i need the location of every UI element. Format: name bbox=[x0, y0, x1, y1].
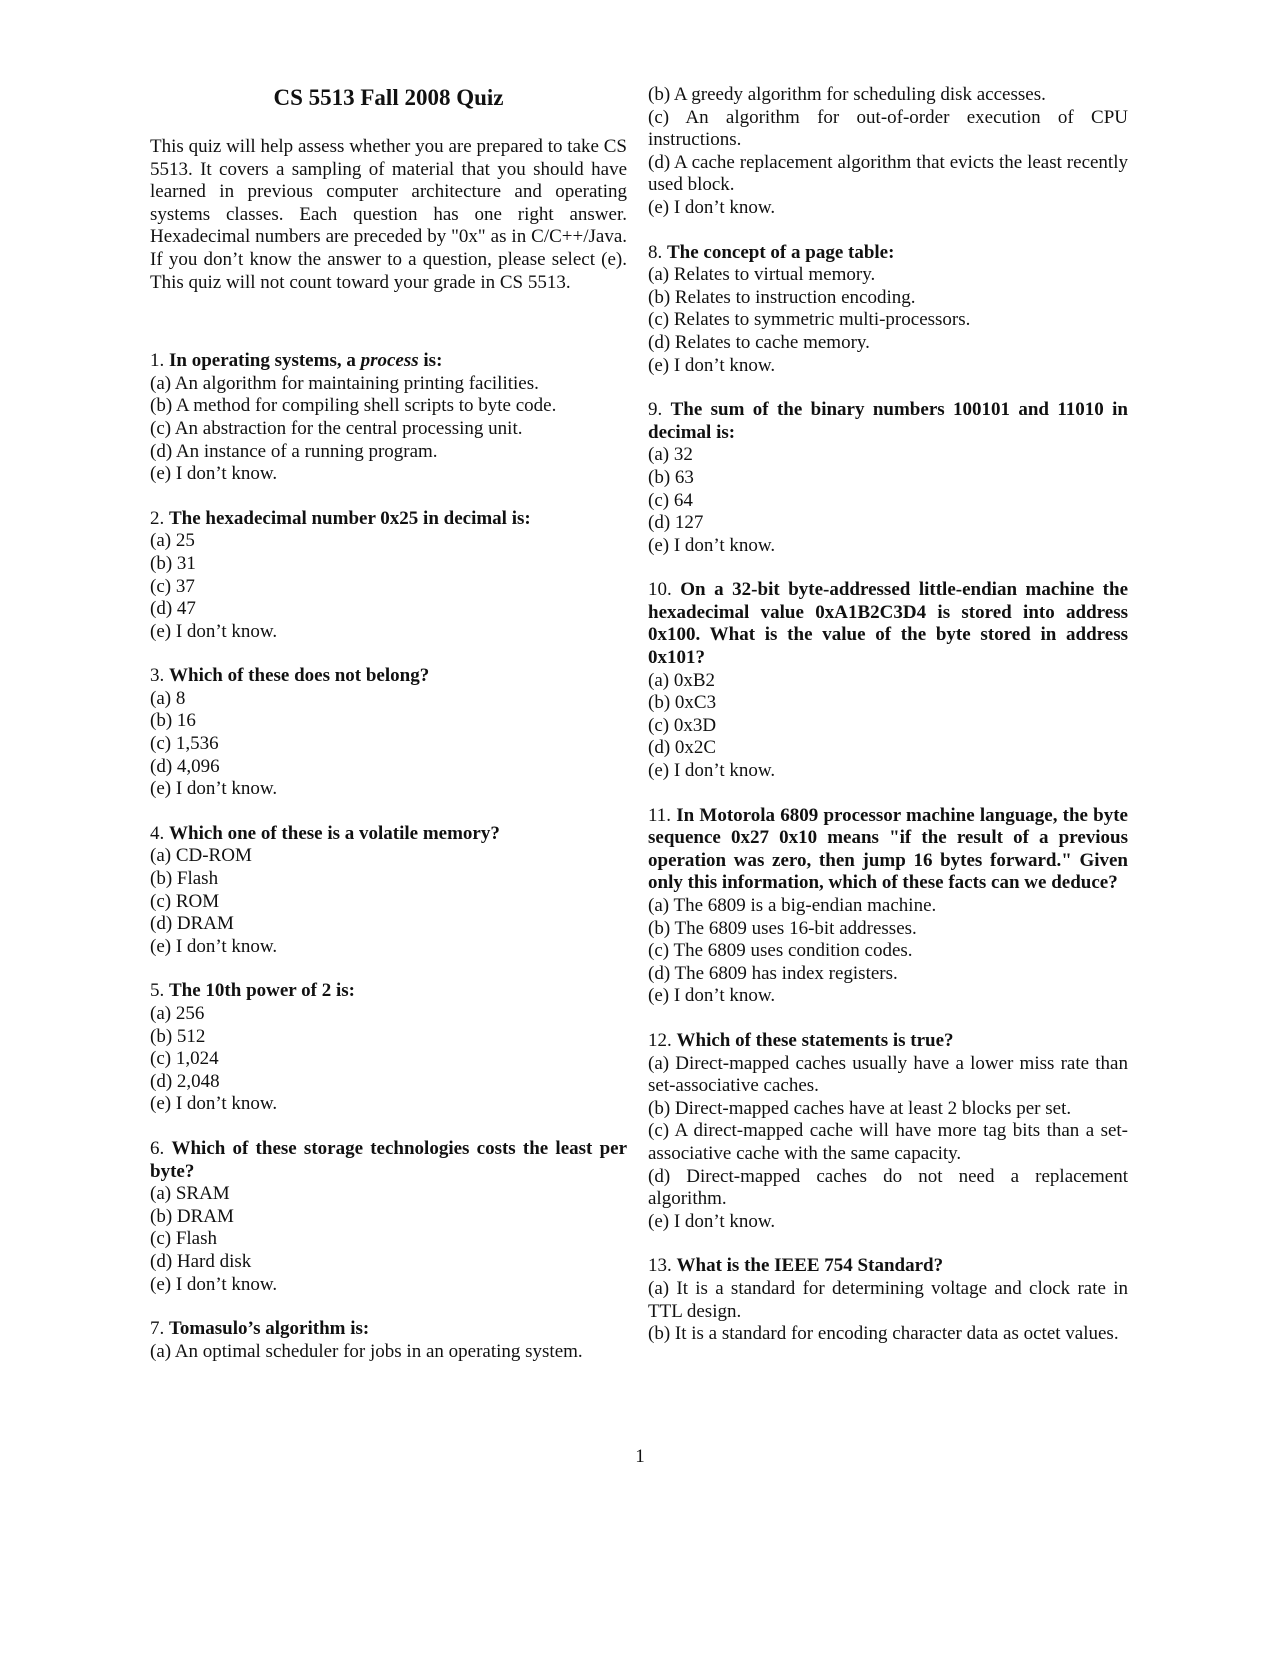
answer-option: (e) I don’t know. bbox=[150, 1273, 278, 1295]
question-text-emphasis: process bbox=[360, 350, 419, 372]
answer-option: (d) DRAM bbox=[150, 913, 234, 935]
answer-option: (b) Relates to instruction encoding. bbox=[648, 286, 916, 308]
question-number: 3. bbox=[150, 665, 165, 687]
question-text: The concept of a page table: bbox=[667, 241, 895, 263]
answer-option: (a) CD-ROM bbox=[150, 845, 252, 867]
answer-option: (d) An instance of a running program. bbox=[150, 440, 438, 462]
answer-option: (b) DRAM bbox=[150, 1205, 234, 1227]
question-number: 9. bbox=[648, 399, 663, 421]
answer-option: (e) I don’t know. bbox=[150, 463, 278, 485]
question-number: 13. bbox=[648, 1255, 672, 1277]
question-number: 4. bbox=[150, 822, 165, 844]
question-heading bbox=[150, 823, 627, 846]
answer-option: (b) The 6809 uses 16-bit addresses. bbox=[648, 917, 917, 939]
page-title: CS 5513 Fall 2008 Quiz bbox=[273, 85, 504, 110]
question-heading bbox=[150, 1138, 627, 1183]
answer-option: (d) Direct-mapped caches do not need a replacement algorithm. bbox=[648, 1165, 1128, 1210]
answer-option: (a) 25 bbox=[150, 530, 195, 552]
answer-option: (d) A cache replacement algorithm that evicts the least recently used block. bbox=[648, 151, 1128, 196]
answer-option: (a) Direct-mapped caches usually have a lower miss rate than set-associative caches. bbox=[648, 1052, 1128, 1097]
question-2 bbox=[150, 508, 627, 644]
question-13 bbox=[648, 1255, 1128, 1345]
answer-option: (c) 37 bbox=[150, 575, 195, 597]
answer-option: (b) Flash bbox=[150, 868, 219, 890]
answer-option: (d) 0x2C bbox=[648, 737, 717, 759]
question-text: What is the IEEE 754 Standard? bbox=[676, 1255, 944, 1277]
answer-option: (e) I don’t know. bbox=[150, 620, 278, 642]
answer-option: (c) The 6809 uses condition codes. bbox=[648, 940, 913, 962]
answer-option: (e) I don’t know. bbox=[150, 1093, 278, 1115]
answer-option: (c) An abstraction for the central processing unit. bbox=[150, 417, 523, 439]
right-column bbox=[648, 84, 1128, 1368]
answer-option: (d) 2,048 bbox=[150, 1070, 220, 1092]
question-number: 8. bbox=[648, 241, 663, 263]
question-number: 5. bbox=[150, 980, 165, 1002]
intro-paragraph: This quiz will help assess whether you are prepared to take CS 5513. It covers a sampling of material that you should have learned in previous computer architecture and operating systems classes. Each question has one right answer. Hexadecimal numbers are preceded by "0x" as in C/C++/Java. If you don’t know the answer to a question, please select (e). This quiz will not count toward your grade in CS 5513. bbox=[150, 136, 627, 293]
question-6 bbox=[150, 1138, 627, 1296]
answer-option: (e) I don’t know. bbox=[648, 534, 776, 556]
question-text: The hexadecimal number 0x25 in decimal is: bbox=[169, 507, 531, 529]
answer-option: (e) I don’t know. bbox=[648, 985, 776, 1007]
question-12 bbox=[648, 1030, 1128, 1233]
question-heading bbox=[648, 1030, 1128, 1053]
answer-option: (b) 63 bbox=[648, 466, 694, 488]
question-10 bbox=[648, 579, 1128, 782]
question-number: 1. bbox=[150, 350, 165, 372]
answer-option: (c) 0x3D bbox=[648, 714, 717, 736]
page-number: 1 bbox=[635, 1446, 645, 1467]
left-column bbox=[150, 84, 627, 1385]
question-number: 2. bbox=[150, 507, 165, 529]
question-text-part-b: is: bbox=[418, 350, 443, 372]
question-8 bbox=[648, 242, 1128, 378]
right-question-list bbox=[648, 242, 1128, 1346]
question-heading bbox=[648, 579, 1128, 669]
answer-option: (c) 1,024 bbox=[150, 1048, 219, 1070]
answer-option: (d) 127 bbox=[648, 512, 704, 534]
answer-option: (a) 0xB2 bbox=[648, 669, 716, 691]
answer-option: (d) The 6809 has index registers. bbox=[648, 962, 898, 984]
answer-option: (c) 64 bbox=[648, 489, 693, 511]
question-heading bbox=[150, 508, 627, 531]
question-heading bbox=[150, 1318, 627, 1341]
answer-option: (a) 8 bbox=[150, 687, 186, 709]
answer-option: (b) 0xC3 bbox=[648, 692, 717, 714]
answer-option: (e) I don’t know. bbox=[648, 760, 776, 782]
question-heading bbox=[150, 665, 627, 688]
answer-option: (c) Flash bbox=[150, 1228, 218, 1250]
answer-option: (b) Direct-mapped caches have at least 2 blocks per set. bbox=[648, 1097, 1072, 1119]
answer-option: (c) A direct-mapped cache will have more tag bits than a set-associative cache with the same capacity. bbox=[648, 1120, 1128, 1164]
answer-option: (e) I don’t know. bbox=[648, 196, 776, 218]
question-text: In Motorola 6809 processor machine language, the byte sequence 0x27 0x10 means "if the result of a previous operation was zero, then jump 16 bytes forward." Given only this information, which of these facts can we deduce? bbox=[648, 804, 1128, 894]
answer-option: (d) Relates to cache memory. bbox=[648, 331, 870, 353]
question-text: On a 32-bit byte-addressed little-endian machine the hexadecimal value 0xA1B2C3D4 is stored into address 0x100. What is the value of the byte stored in address 0x101? bbox=[648, 579, 1128, 669]
answer-option: (a) It is a standard for determining voltage and clock rate in TTL design. bbox=[648, 1277, 1128, 1322]
question-heading bbox=[150, 980, 627, 1003]
question-text: Which of these storage technologies costs the least per byte? bbox=[150, 1137, 628, 1182]
question-heading bbox=[648, 242, 1128, 265]
question-heading bbox=[648, 399, 1128, 444]
question-9 bbox=[648, 399, 1128, 557]
answer-option: (c) Relates to symmetric multi-processors. bbox=[648, 309, 971, 331]
answer-option: (a) An optimal scheduler for jobs in an operating system. bbox=[150, 1340, 583, 1362]
question-text: Tomasulo’s algorithm is: bbox=[169, 1318, 370, 1340]
question-heading bbox=[648, 1255, 1128, 1278]
answer-option: (b) It is a standard for encoding character data as octet values. bbox=[648, 1323, 1119, 1345]
answer-option: (a) 256 bbox=[150, 1003, 205, 1024]
question-4 bbox=[150, 823, 627, 959]
answer-option: (c) 1,536 bbox=[150, 733, 219, 755]
question-7-continued bbox=[648, 84, 1128, 220]
question-number: 6. bbox=[150, 1137, 165, 1159]
question-11 bbox=[648, 805, 1128, 1008]
answer-option: (e) I don’t know. bbox=[150, 935, 278, 957]
answer-option: (e) I don’t know. bbox=[648, 354, 776, 376]
question-text: Which one of these is a volatile memory? bbox=[169, 822, 500, 844]
question-text-part-a: In operating systems, a bbox=[169, 350, 361, 372]
answer-option: (c) ROM bbox=[150, 890, 220, 912]
question-number: 10. bbox=[648, 579, 672, 601]
answer-option: (a) 32 bbox=[648, 444, 693, 466]
answer-option: (d) Hard disk bbox=[150, 1250, 252, 1272]
question-1 bbox=[150, 350, 627, 486]
question-number: 12. bbox=[648, 1029, 672, 1051]
answer-option: (a) SRAM bbox=[150, 1183, 230, 1205]
question-7 bbox=[150, 1318, 627, 1363]
answer-option: (d) 4,096 bbox=[150, 755, 220, 777]
answer-option: (a) The 6809 is a big-endian machine. bbox=[648, 895, 937, 916]
question-text: The 10th power of 2 is: bbox=[169, 980, 355, 1002]
answer-option: (d) 47 bbox=[150, 598, 196, 620]
answer-option: (a) An algorithm for maintaining printing facilities. bbox=[150, 372, 539, 394]
question-3 bbox=[150, 665, 627, 801]
question-number: 7. bbox=[150, 1318, 165, 1340]
answer-option: (e) I don’t know. bbox=[648, 1210, 776, 1232]
answer-option: (b) A greedy algorithm for scheduling disk accesses. bbox=[648, 84, 1046, 105]
question-text: Which of these does not belong? bbox=[169, 665, 430, 687]
question-1-text bbox=[150, 350, 627, 373]
question-text: The sum of the binary numbers 100101 and 11010 in decimal is: bbox=[648, 399, 1128, 443]
answer-option: (c) An algorithm for out-of-order execution of CPU instructions. bbox=[648, 106, 1128, 151]
answer-option: (e) I don’t know. bbox=[150, 778, 278, 800]
answer-option: (a) Relates to virtual memory. bbox=[648, 264, 876, 286]
question-text: Which of these statements is true? bbox=[676, 1029, 954, 1051]
answer-option: (b) A method for compiling shell scripts to byte code. bbox=[150, 395, 557, 417]
answer-option: (b) 31 bbox=[150, 552, 196, 574]
left-question-list bbox=[150, 508, 627, 1364]
question-5 bbox=[150, 980, 627, 1116]
question-number: 11. bbox=[648, 804, 672, 826]
question-heading bbox=[648, 805, 1128, 895]
answer-option: (b) 16 bbox=[150, 710, 196, 732]
answer-option: (b) 512 bbox=[150, 1025, 206, 1047]
